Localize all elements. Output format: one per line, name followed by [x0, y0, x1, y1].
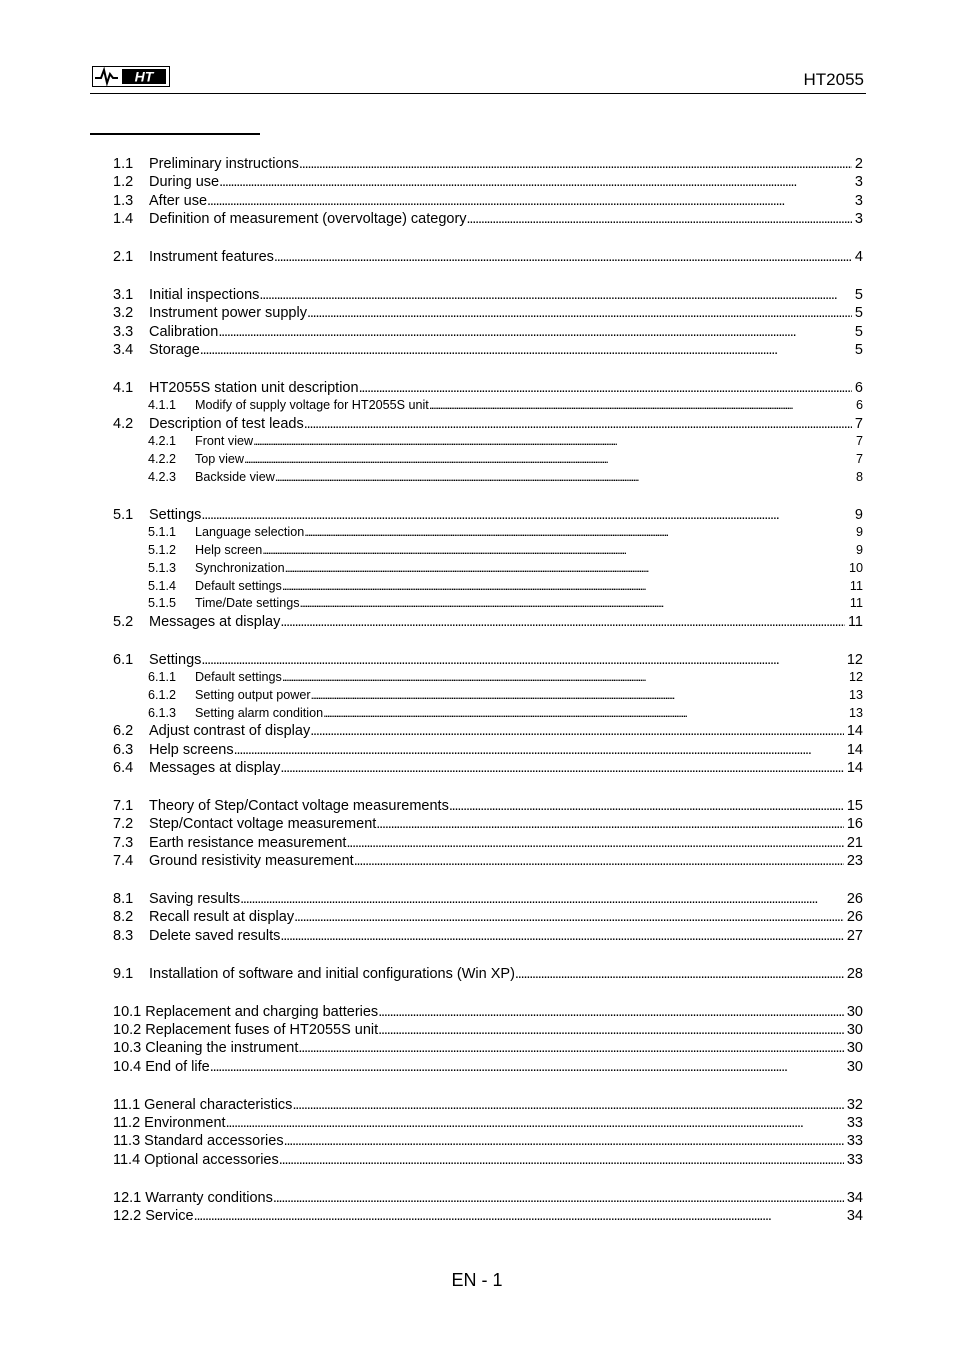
dot-leader	[275, 469, 853, 487]
toc-entry-number: 8.2	[113, 909, 134, 926]
toc-section	[113, 1096, 863, 1170]
toc-entry-page: 5	[854, 342, 863, 359]
toc-entry-page: 14	[846, 760, 863, 776]
dot-leader	[323, 705, 846, 723]
toc-entry-page: 7	[854, 416, 863, 433]
dot-leader	[218, 323, 852, 341]
toc-entry-page: 3	[854, 192, 863, 209]
dot-leader	[280, 759, 843, 777]
dot-leader	[359, 379, 852, 397]
dot-leader	[201, 651, 843, 669]
toc-entry-page: 10	[848, 560, 863, 575]
page-number: EN - 1	[451, 1270, 503, 1290]
toc-entry-title: Earth resistance measurement	[149, 834, 347, 851]
toc-entry-number: 5.1.5	[148, 596, 177, 611]
toc-entry[interactable]	[113, 304, 863, 322]
dot-leader	[226, 1114, 844, 1132]
dot-leader	[299, 155, 852, 173]
toc-subentry[interactable]	[113, 578, 863, 596]
svg-text:HT: HT	[134, 68, 154, 85]
title-underline	[90, 133, 260, 135]
toc-entry-number: 4.2.3	[148, 469, 177, 484]
toc-entry-title: Saving results	[149, 890, 241, 907]
toc-entry[interactable]	[113, 722, 863, 740]
dot-leader	[307, 304, 852, 322]
dot-leader	[467, 210, 852, 228]
toc-entry[interactable]	[113, 1114, 863, 1132]
toc-entry-page: 7	[855, 452, 863, 467]
toc-entry-number: 4.2	[113, 416, 134, 433]
dot-leader	[280, 613, 845, 631]
toc-subentry[interactable]	[113, 469, 863, 487]
toc-entry-title: Synchronization	[195, 560, 285, 575]
toc-entry[interactable]	[113, 1189, 863, 1207]
toc-entry-page: 13	[848, 687, 863, 702]
toc-entry-number: 4.1	[113, 380, 134, 397]
dot-leader	[273, 1189, 844, 1207]
toc-entry-title: Setting alarm condition	[195, 705, 324, 720]
toc-subentry[interactable]	[113, 451, 863, 469]
toc-entry-page: 16	[846, 816, 863, 833]
model-name: HT2055	[803, 70, 864, 89]
toc-entry-page: 13	[848, 705, 863, 720]
toc-entry-page: 9	[854, 507, 863, 524]
dot-leader	[378, 1021, 844, 1039]
toc-entry-title: Theory of Step/Contact voltage measurements	[149, 797, 449, 814]
toc-entry[interactable]	[113, 286, 863, 304]
toc-entry[interactable]	[113, 248, 863, 266]
toc-section	[113, 155, 863, 229]
dot-leader	[378, 1003, 844, 1021]
toc-entry-title: Default settings	[195, 578, 282, 593]
toc-entry-page: 5	[854, 286, 863, 303]
toc-entry-title: Settings	[149, 651, 202, 668]
toc-entry-page: 6	[854, 380, 863, 397]
toc-entry-page: 30	[846, 1058, 863, 1075]
dot-leader	[279, 1151, 844, 1169]
dot-leader	[304, 415, 852, 433]
toc-entry-page: 34	[846, 1208, 863, 1225]
toc-entry-title: Delete saved results	[149, 927, 281, 944]
toc-entry-page: 6	[855, 398, 863, 413]
toc-entry-number: 11.4	[113, 1151, 141, 1168]
toc-entry-page: 11	[847, 613, 863, 630]
toc-section	[113, 890, 863, 945]
toc-entry-number: 1.3	[113, 192, 134, 209]
toc-entry-number: 11.2	[113, 1114, 141, 1131]
toc-entry[interactable]	[113, 651, 863, 669]
toc-entry-number: 1.1	[113, 156, 134, 172]
dot-leader	[274, 248, 852, 266]
toc-entry-number: 9.1	[113, 965, 134, 982]
toc-entry-number: 12.1	[113, 1189, 142, 1206]
toc-entry-page: 8	[855, 469, 863, 484]
toc-entry-title: Replacement fuses of HT2055S unit	[145, 1021, 379, 1038]
toc-entry-title: Top view	[195, 452, 244, 467]
toc-entry-title: Recall result at display	[149, 909, 295, 926]
dot-leader	[234, 741, 844, 759]
toc-entry-number: 6.3	[113, 741, 134, 758]
toc-entry-number: 5.1	[113, 507, 134, 524]
toc-entry-page: 26	[846, 909, 863, 926]
toc-entry-number: 10.2	[113, 1021, 142, 1038]
toc-entry[interactable]	[113, 415, 863, 433]
toc-entry[interactable]	[113, 759, 863, 777]
toc-section	[113, 506, 863, 631]
toc-entry-title: Settings	[149, 507, 202, 524]
toc-entry-page: 2	[854, 156, 863, 172]
toc-section	[113, 248, 863, 266]
toc-entry-number: 10.3	[113, 1040, 142, 1057]
dot-leader	[194, 1207, 844, 1225]
toc-entry-title: Messages at display	[149, 760, 281, 776]
dot-leader	[200, 341, 852, 359]
toc-subentry[interactable]	[113, 669, 863, 687]
dot-leader	[282, 669, 846, 687]
toc-entry-title: Replacement and charging batteries	[145, 1003, 379, 1020]
toc-entry-number: 12.2	[113, 1208, 142, 1225]
toc-entry-page: 33	[846, 1133, 863, 1150]
dot-leader	[298, 1039, 843, 1057]
toc-entry[interactable]	[113, 1058, 863, 1076]
toc-entry-page: 23	[846, 853, 863, 870]
dot-leader	[294, 908, 844, 926]
toc-entry-number: 6.2	[113, 723, 134, 740]
toc-entry-title: General characteristics	[144, 1096, 293, 1113]
toc-entry-title: Time/Date settings	[195, 596, 300, 611]
toc-entry-number: 6.1.1	[148, 670, 177, 685]
toc-entry-number: 7.2	[113, 816, 134, 833]
dot-leader	[262, 542, 853, 560]
toc-entry-page: 33	[846, 1151, 863, 1168]
toc-entry-title: Cleaning the instrument	[145, 1040, 299, 1057]
toc-entry-title: Definition of measurement (overvoltage) category	[149, 211, 467, 228]
toc-entry-title: End of life	[145, 1058, 210, 1075]
dot-leader	[207, 192, 852, 210]
toc-entry[interactable]	[113, 908, 863, 926]
dot-leader	[449, 797, 844, 815]
toc-entry-title: Front view	[195, 434, 254, 449]
toc-entry-number: 7.4	[113, 853, 134, 870]
toc-entry-title: Default settings	[195, 670, 282, 685]
toc-entry-page: 9	[855, 525, 863, 540]
toc-entry[interactable]	[113, 890, 863, 908]
toc-entry[interactable]	[113, 379, 863, 397]
toc-entry-page: 4	[854, 249, 863, 266]
toc-entry-title: During use	[149, 174, 220, 191]
dot-leader	[259, 286, 852, 304]
toc-entry[interactable]	[113, 155, 863, 173]
toc-entry-title: Installation of software and initial configurations (Win XP)	[149, 965, 515, 982]
toc-section	[113, 651, 863, 778]
toc-entry-title: Help screens	[149, 741, 234, 758]
toc-entry-number: 11.1	[113, 1096, 141, 1113]
toc-entry-page: 11	[849, 596, 863, 611]
toc-entry-title: Service	[145, 1208, 194, 1225]
toc-entry[interactable]	[113, 852, 863, 870]
dot-leader	[244, 451, 853, 469]
toc-entry-title: Calibration	[149, 323, 219, 340]
toc-entry-page: 27	[846, 927, 863, 944]
toc-entry[interactable]	[113, 173, 863, 191]
toc-subentry[interactable]	[113, 542, 863, 560]
dot-leader	[300, 595, 847, 613]
toc-entry[interactable]	[113, 341, 863, 359]
dot-leader	[346, 834, 843, 852]
toc-entry-title: Modify of supply voltage for HT2055S unit	[195, 398, 429, 413]
toc-entry-title: Ground resistivity measurement	[149, 853, 354, 870]
toc-entry[interactable]	[113, 613, 863, 631]
toc-entry-title: Description of test leads	[149, 416, 304, 433]
toc-entry-page: 30	[846, 1040, 863, 1057]
toc-entry-number: 6.1.2	[148, 687, 177, 702]
toc-entry-title: Optional accessories	[144, 1151, 279, 1168]
toc-entry-page: 30	[846, 1021, 863, 1038]
toc-subentry[interactable]	[113, 595, 863, 613]
toc-section	[113, 379, 863, 487]
toc-entry-number: 1.4	[113, 211, 134, 228]
toc-entry-number: 5.1.2	[148, 543, 177, 558]
toc-subentry[interactable]	[113, 524, 863, 542]
toc-entry-page: 15	[846, 797, 863, 814]
toc-entry[interactable]	[113, 741, 863, 759]
toc-entry-title: Instrument power supply	[149, 305, 307, 322]
toc-entry-page: 5	[854, 323, 863, 340]
dot-leader	[515, 965, 844, 983]
header-divider	[90, 93, 866, 94]
toc-entry-page: 26	[846, 890, 863, 907]
toc-entry-title: Adjust contrast of display	[149, 723, 311, 740]
toc-entry-number: 7.3	[113, 834, 134, 851]
toc-entry-page: 3	[854, 211, 863, 228]
toc-entry-title: Help screen	[195, 543, 263, 558]
toc-entry[interactable]	[113, 210, 863, 228]
toc-entry[interactable]	[113, 323, 863, 341]
toc-entry-title: HT2055S station unit description	[149, 380, 359, 397]
dot-leader	[292, 1096, 843, 1114]
toc-entry-page: 21	[846, 834, 863, 851]
toc-entry[interactable]	[113, 1039, 863, 1057]
dot-leader	[280, 927, 843, 945]
toc-section	[113, 1189, 863, 1226]
toc-subentry[interactable]	[113, 433, 863, 451]
dot-leader	[219, 173, 852, 191]
toc-entry[interactable]	[113, 965, 863, 983]
dot-leader	[201, 506, 852, 524]
toc-entry[interactable]	[113, 192, 863, 210]
toc-entry-page: 7	[855, 434, 863, 449]
toc-subentry[interactable]	[113, 687, 863, 705]
toc-entry[interactable]	[113, 506, 863, 524]
toc-section	[113, 797, 863, 871]
dot-leader	[429, 397, 853, 415]
toc-entry-number: 4.2.2	[148, 452, 177, 467]
dot-leader	[285, 560, 846, 578]
toc-entry-number: 6.4	[113, 760, 134, 776]
toc-entry-title: Messages at display	[149, 613, 281, 630]
toc-entry-number: 3.2	[113, 305, 134, 322]
toc-section	[113, 965, 863, 983]
toc-entry-number: 4.2.1	[148, 434, 177, 449]
toc-entry-page: 14	[846, 741, 863, 758]
dot-leader	[304, 524, 853, 542]
dot-leader	[354, 852, 844, 870]
dot-leader	[253, 433, 853, 451]
toc-subentry[interactable]	[113, 560, 863, 578]
toc-subentry[interactable]	[113, 705, 863, 723]
toc-entry-title: Warranty conditions	[145, 1189, 273, 1206]
toc-entry-number: 4.1.1	[148, 398, 177, 413]
toc-entry-page: 14	[846, 723, 863, 740]
table-of-contents	[113, 155, 863, 1245]
toc-entry-number: 11.3	[113, 1133, 141, 1150]
toc-entry-number: 6.1.3	[148, 705, 177, 720]
toc-entry[interactable]	[113, 834, 863, 852]
toc-entry-number: 3.1	[113, 286, 134, 303]
toc-entry[interactable]	[113, 815, 863, 833]
toc-entry-number: 3.3	[113, 323, 134, 340]
toc-entry[interactable]	[113, 1003, 863, 1021]
toc-entry-page: 5	[854, 305, 863, 322]
toc-entry-number: 7.1	[113, 797, 134, 814]
toc-entry[interactable]	[113, 797, 863, 815]
toc-entry-number: 3.4	[113, 342, 134, 359]
dot-leader	[311, 687, 846, 705]
toc-entry-title: Language selection	[195, 525, 305, 540]
toc-entry-number: 8.3	[113, 927, 134, 944]
toc-section	[113, 1003, 863, 1077]
dot-leader	[310, 722, 844, 740]
toc-entry-number: 5.1.1	[148, 525, 177, 540]
toc-entry-title: Step/Contact voltage measurement	[149, 816, 377, 833]
dot-leader	[376, 815, 844, 833]
ht-logo	[92, 64, 170, 88]
toc-entry-number: 6.1	[113, 651, 134, 668]
toc-entry-number: 5.1.3	[148, 560, 177, 575]
toc-entry-title: Instrument features	[149, 249, 274, 266]
toc-entry-title: Initial inspections	[149, 286, 260, 303]
toc-entry-page: 33	[846, 1114, 863, 1131]
toc-entry-number: 10.1	[113, 1003, 142, 1020]
toc-entry-number: 10.4	[113, 1058, 142, 1075]
toc-entry-page: 12	[848, 670, 863, 685]
toc-entry-title: After use	[149, 192, 208, 209]
dot-leader	[282, 578, 847, 596]
toc-entry-title: Preliminary instructions	[149, 156, 299, 172]
toc-entry[interactable]	[113, 1132, 863, 1150]
toc-entry[interactable]	[113, 1021, 863, 1039]
dot-leader	[284, 1132, 844, 1150]
toc-entry-number: 1.2	[113, 174, 134, 191]
toc-entry-page: 34	[846, 1189, 863, 1206]
toc-entry[interactable]	[113, 927, 863, 945]
toc-entry-title: Environment	[144, 1114, 226, 1131]
toc-entry-page: 30	[846, 1003, 863, 1020]
toc-entry-number: 5.1.4	[148, 578, 177, 593]
toc-entry-page: 11	[849, 578, 863, 593]
toc-entry-title: Standard accessories	[144, 1133, 284, 1150]
toc-subentry[interactable]	[113, 397, 863, 415]
toc-entry-page: 9	[855, 543, 863, 558]
toc-entry-page: 32	[846, 1096, 863, 1113]
toc-entry-title: Backside view	[195, 469, 275, 484]
toc-entry-page: 12	[846, 651, 863, 668]
toc-entry[interactable]	[113, 1151, 863, 1169]
toc-entry-page: 28	[846, 965, 863, 982]
toc-entry-title: Storage	[149, 342, 200, 359]
toc-entry-page: 3	[854, 174, 863, 191]
toc-entry[interactable]	[113, 1207, 863, 1225]
toc-entry-title: Setting output power	[195, 687, 311, 702]
toc-entry-number: 5.2	[113, 613, 134, 630]
dot-leader	[240, 890, 844, 908]
toc-entry-number: 8.1	[113, 890, 134, 907]
toc-section	[113, 286, 863, 360]
toc-entry[interactable]	[113, 1096, 863, 1114]
dot-leader	[210, 1058, 844, 1076]
toc-entry-number: 2.1	[113, 249, 134, 266]
